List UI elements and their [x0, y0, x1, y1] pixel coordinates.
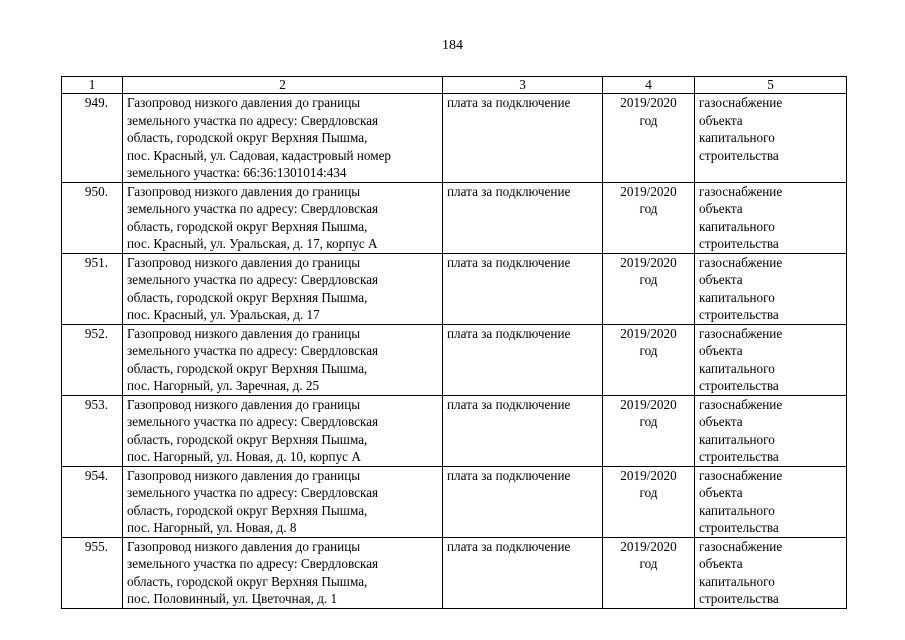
period-line: год — [639, 485, 658, 500]
object-description-line: Газопровод низкого давления до границы — [127, 254, 361, 270]
period-line: год — [639, 272, 658, 287]
object-description-line: область, городской округ Верхняя Пышма, — [127, 218, 368, 234]
purpose-line: капитального — [699, 289, 775, 305]
purpose-line: объекта — [699, 556, 743, 571]
purpose-line: газоснабжение — [699, 467, 783, 483]
purpose-line: объекта — [699, 112, 743, 128]
table-header-row — [62, 77, 847, 94]
table-row — [62, 324, 847, 395]
purpose-line: газоснабжение — [699, 538, 783, 554]
object-description-line: земельного участка по адресу: Свердловская — [127, 112, 379, 128]
object-description-line: пос. Красный, ул. Уральская, д. 17 — [127, 307, 320, 322]
object-description-line: область, городской округ Верхняя Пышма, — [127, 130, 368, 145]
fee-type: плата за подключение — [443, 94, 603, 183]
period-line: 2019/2020 — [620, 467, 677, 483]
period-line: 2019/2020 — [620, 183, 677, 199]
registry-table — [61, 76, 847, 609]
purpose — [695, 182, 847, 253]
object-description-line: Газопровод низкого давления до границы — [127, 325, 361, 341]
table-row — [62, 94, 847, 183]
object-description — [123, 466, 443, 537]
period-line: год — [639, 556, 658, 571]
object-description — [123, 324, 443, 395]
object-description — [123, 94, 443, 183]
purpose — [695, 466, 847, 537]
object-description-line: земельного участка по адресу: Свердловская — [127, 272, 379, 287]
object-description-line: пос. Нагорный, ул. Заречная, д. 25 — [127, 378, 320, 393]
purpose-line: строительства — [699, 147, 779, 163]
purpose-line: строительства — [699, 378, 779, 393]
object-description-line: земельного участка по адресу: Свердловская — [127, 414, 379, 429]
period-line: 2019/2020 — [620, 325, 677, 341]
purpose-line: капитального — [699, 431, 775, 447]
period-line: 2019/2020 — [620, 254, 677, 270]
row-number: 955. — [62, 537, 123, 608]
table-row — [62, 182, 847, 253]
purpose-line: газоснабжение — [699, 183, 783, 199]
object-description-line: пос. Половинный, ул. Цветочная, д. 1 — [127, 591, 338, 606]
object-description-line: Газопровод низкого давления до границы — [127, 396, 361, 412]
period — [603, 395, 695, 466]
object-description-line: область, городской округ Верхняя Пышма, — [127, 502, 368, 518]
fee-type: плата за подключение — [443, 182, 603, 253]
table-row — [62, 395, 847, 466]
header-col-1: 1 — [62, 77, 123, 94]
purpose-line: объекта — [699, 201, 743, 216]
object-description — [123, 537, 443, 608]
row-number: 954. — [62, 466, 123, 537]
purpose-line: газоснабжение — [699, 95, 783, 110]
period-line: 2019/2020 — [620, 538, 677, 554]
object-description-line: земельного участка: 66:36:1301014:434 — [127, 165, 347, 180]
purpose-line: капитального — [699, 130, 775, 145]
purpose-line: объекта — [699, 485, 743, 500]
object-description-line: пос. Красный, ул. Уральская, д. 17, корпус А — [127, 236, 378, 251]
purpose-line: строительства — [699, 307, 779, 322]
purpose-line: строительства — [699, 591, 779, 606]
purpose — [695, 537, 847, 608]
purpose-line: объекта — [699, 343, 743, 358]
object-description — [123, 253, 443, 324]
header-col-2: 2 — [123, 77, 443, 94]
purpose-line: газоснабжение — [699, 325, 783, 341]
purpose-line: объекта — [699, 414, 743, 429]
purpose — [695, 94, 847, 183]
period-line: 2019/2020 — [620, 396, 677, 412]
row-number: 949. — [62, 94, 123, 183]
fee-type: плата за подключение — [443, 395, 603, 466]
purpose-line: капитального — [699, 573, 775, 589]
purpose — [695, 253, 847, 324]
period-line: год — [639, 112, 658, 128]
object-description-line: Газопровод низкого давления до границы — [127, 95, 361, 110]
period — [603, 94, 695, 183]
object-description-line: Газопровод низкого давления до границы — [127, 538, 361, 554]
purpose-line: капитального — [699, 218, 775, 234]
object-description-line: пос. Нагорный, ул. Новая, д. 8 — [127, 520, 297, 535]
row-number: 950. — [62, 182, 123, 253]
period — [603, 324, 695, 395]
period-line: 2019/2020 — [620, 95, 677, 110]
object-description-line: земельного участка по адресу: Свердловская — [127, 201, 379, 216]
purpose-line: газоснабжение — [699, 254, 783, 270]
purpose-line: капитального — [699, 502, 775, 518]
object-description-line: область, городской округ Верхняя Пышма, — [127, 360, 368, 376]
purpose-line: строительства — [699, 520, 779, 535]
purpose — [695, 395, 847, 466]
period-line: год — [639, 343, 658, 358]
purpose-line: строительства — [699, 449, 779, 464]
object-description — [123, 395, 443, 466]
period-line: год — [639, 414, 658, 429]
row-number: 951. — [62, 253, 123, 324]
purpose-line: капитального — [699, 360, 775, 376]
purpose-line: объекта — [699, 272, 743, 287]
period — [603, 537, 695, 608]
table-row — [62, 466, 847, 537]
period-line: год — [639, 201, 658, 216]
row-number: 953. — [62, 395, 123, 466]
object-description-line: область, городской округ Верхняя Пышма, — [127, 431, 368, 447]
period — [603, 253, 695, 324]
fee-type: плата за подключение — [443, 324, 603, 395]
object-description-line: область, городской округ Верхняя Пышма, — [127, 289, 368, 305]
period — [603, 182, 695, 253]
fee-type: плата за подключение — [443, 253, 603, 324]
object-description-line: Газопровод низкого давления до границы — [127, 183, 361, 199]
purpose-line: газоснабжение — [699, 396, 783, 412]
fee-type: плата за подключение — [443, 466, 603, 537]
table-row — [62, 537, 847, 608]
page-number: 184 — [442, 38, 463, 53]
object-description-line: земельного участка по адресу: Свердловская — [127, 556, 379, 571]
header-col-5: 5 — [695, 77, 847, 94]
header-col-4: 4 — [603, 77, 695, 94]
object-description-line: пос. Красный, ул. Садовая, кадастровый номер — [127, 147, 392, 163]
purpose — [695, 324, 847, 395]
table-row — [62, 253, 847, 324]
fee-type: плата за подключение — [443, 537, 603, 608]
purpose-line: строительства — [699, 236, 779, 251]
period — [603, 466, 695, 537]
object-description-line: Газопровод низкого давления до границы — [127, 467, 361, 483]
object-description — [123, 182, 443, 253]
object-description-line: земельного участка по адресу: Свердловская — [127, 343, 379, 358]
object-description-line: область, городской округ Верхняя Пышма, — [127, 573, 368, 589]
row-number: 952. — [62, 324, 123, 395]
header-col-3: 3 — [443, 77, 603, 94]
object-description-line: земельного участка по адресу: Свердловская — [127, 485, 379, 500]
object-description-line: пос. Нагорный, ул. Новая, д. 10, корпус А — [127, 449, 361, 464]
